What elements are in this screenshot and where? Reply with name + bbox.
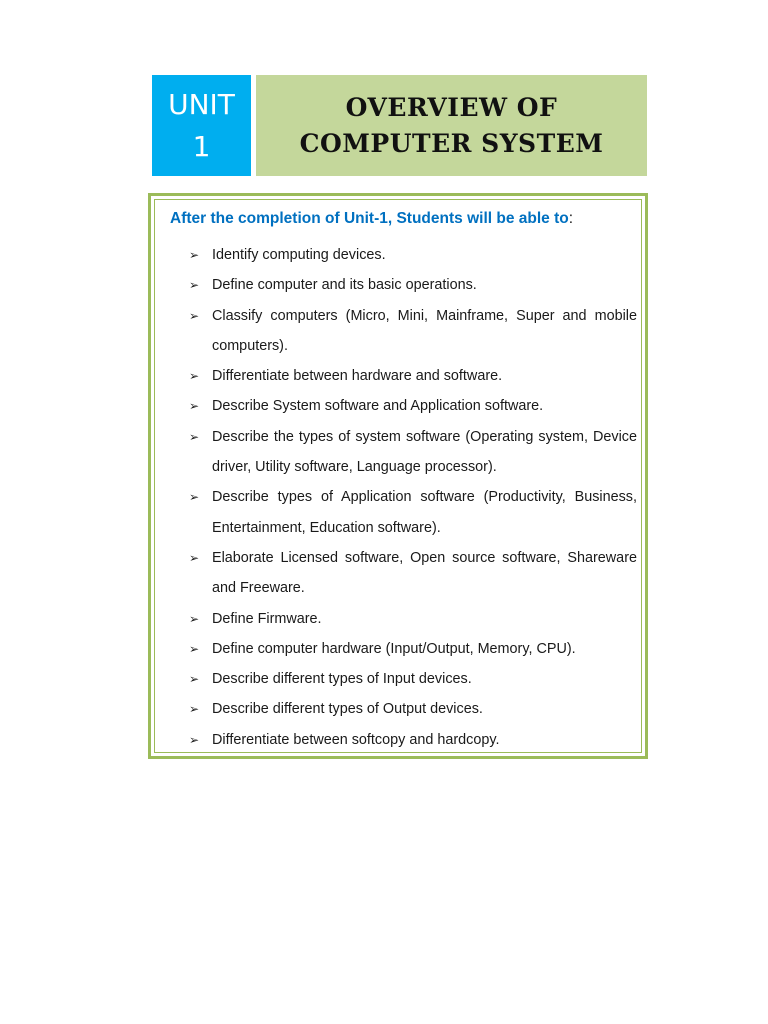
list-item-text: Classify computers (Micro, Mini, Mainframe, Super and mobile computers). xyxy=(212,307,637,354)
list-item xyxy=(189,725,637,755)
arrow-bullet-icon: ➢ xyxy=(189,429,200,444)
list-item xyxy=(189,270,637,300)
unit-title-line2: COMPUTER SYSTEM xyxy=(299,128,604,158)
objectives-list xyxy=(189,240,637,755)
learning-objectives-box xyxy=(148,193,648,759)
arrow-bullet-icon: ➢ xyxy=(189,641,200,656)
unit-title xyxy=(256,75,647,176)
objectives-intro xyxy=(170,210,573,228)
list-item-text: Differentiate between hardware and software. xyxy=(212,368,503,385)
arrow-bullet-icon: ➢ xyxy=(189,278,200,293)
list-item-text: Describe types of Application software (Productivity, Business, Entertainment, Education software). xyxy=(212,489,637,536)
unit-word: UNIT xyxy=(168,87,235,121)
unit-number: 1 xyxy=(192,129,211,163)
list-item-text: Elaborate Licensed software, Open source software, Shareware and Freeware. xyxy=(212,549,637,597)
list-item-text: Identify computing devices. xyxy=(212,247,386,263)
list-item-text: Describe different types of Input devices. xyxy=(212,671,472,688)
arrow-bullet-icon: ➢ xyxy=(189,308,200,323)
objectives-inner-border xyxy=(154,199,642,753)
list-item xyxy=(189,543,637,604)
list-item xyxy=(189,634,637,664)
arrow-bullet-icon: ➢ xyxy=(189,702,200,717)
list-item-text: Define computer hardware (Input/Output, Memory, CPU). xyxy=(212,640,576,657)
list-item xyxy=(189,391,637,421)
objectives-intro-colon: : xyxy=(568,210,574,227)
list-item-text: Define computer and its basic operations. xyxy=(212,277,477,294)
arrow-bullet-icon: ➢ xyxy=(189,550,200,565)
list-item xyxy=(189,482,637,543)
list-item xyxy=(189,361,637,391)
list-item xyxy=(189,422,637,483)
arrow-bullet-icon: ➢ xyxy=(189,672,200,687)
arrow-bullet-icon: ➢ xyxy=(189,399,200,414)
arrow-bullet-icon: ➢ xyxy=(189,611,200,626)
unit-title-line1: OVERVIEW OF xyxy=(345,92,558,122)
arrow-bullet-icon: ➢ xyxy=(189,369,200,384)
list-item xyxy=(189,604,637,634)
list-item-text: Define Firmware. xyxy=(212,610,322,627)
unit-badge xyxy=(152,75,251,176)
list-item-text: Differentiate between softcopy and hardcopy. xyxy=(212,731,500,748)
arrow-bullet-icon: ➢ xyxy=(189,732,200,747)
list-item-text: Describe the types of system software (Operating system, Device driver, Utility software, Language processor). xyxy=(212,428,637,476)
list-item xyxy=(189,301,637,362)
list-item-text: Describe different types of Output devices. xyxy=(212,701,483,718)
unit-header xyxy=(152,75,647,176)
arrow-bullet-icon: ➢ xyxy=(189,248,200,262)
list-item xyxy=(189,694,637,724)
list-item-text: Describe System software and Application software. xyxy=(212,398,544,415)
arrow-bullet-icon: ➢ xyxy=(189,490,200,505)
list-item xyxy=(189,240,637,270)
list-item xyxy=(189,664,637,694)
objectives-intro-text: After the completion of Unit-1, Students will be able to xyxy=(170,210,569,227)
